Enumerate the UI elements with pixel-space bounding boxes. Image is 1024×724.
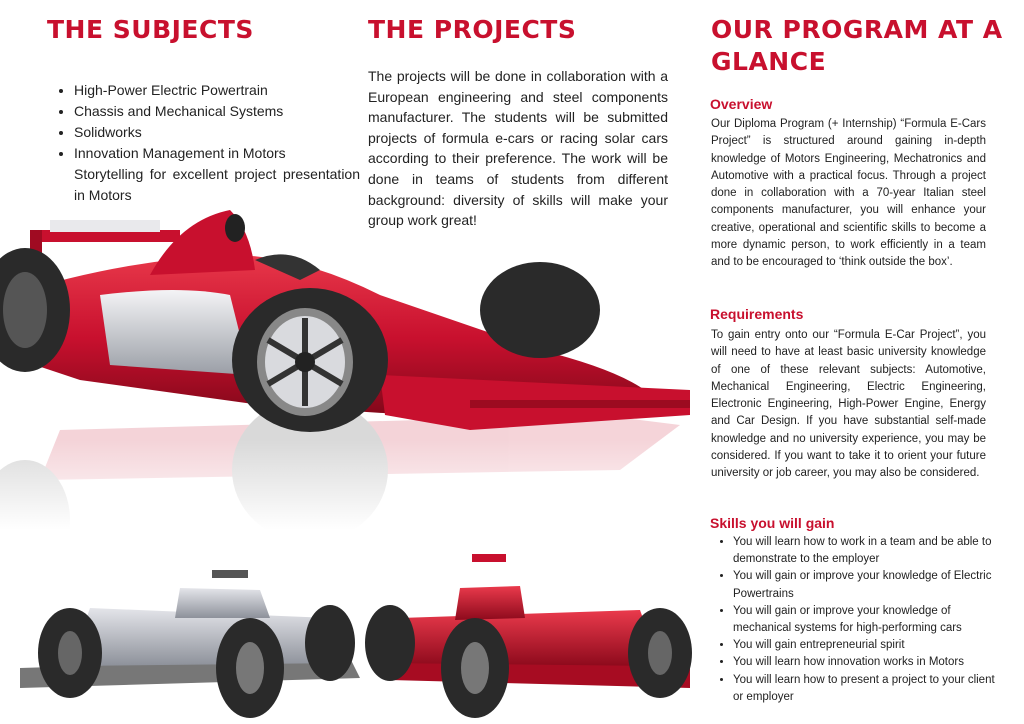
list-item: • You will learn how to present a project to your client or employer bbox=[733, 672, 1008, 706]
list-item: • Innovation Management in Motors bbox=[74, 143, 360, 164]
subjects-list bbox=[56, 80, 360, 206]
skills-title: Skills you will gain bbox=[710, 515, 835, 531]
projects-heading: THE PROJECTS bbox=[368, 15, 577, 44]
list-item: • You will gain or improve your knowledge of mechanical systems for high-performing cars bbox=[733, 603, 1008, 637]
list-item: • Chassis and Mechanical Systems bbox=[74, 101, 360, 122]
list-item: Storytelling for excellent project presentation in Motors bbox=[74, 166, 360, 203]
list-item: • High-Power Electric Powertrain bbox=[74, 80, 360, 101]
list-item: • You will gain or improve your knowledge of Electric Powertrains bbox=[733, 568, 1008, 602]
program-heading: OUR PROGRAM AT A GLANCE bbox=[711, 15, 1003, 76]
red-car bbox=[365, 554, 692, 718]
list-item: • You will gain entrepreneurial spirit bbox=[733, 637, 1008, 654]
two-racing-cars-image bbox=[0, 548, 700, 724]
projects-description: The projects will be done in collaboration with a European engineering and steel components manufacturer. The students will be submitted projects of formula e-cars or racing solar cars according to their preference. The work will be done in teams of students from different background: diversity of skills will make your group work great! bbox=[368, 68, 668, 229]
skills-list bbox=[715, 534, 1008, 706]
silver-car bbox=[20, 570, 360, 718]
list-item: • Solidworks bbox=[74, 122, 360, 143]
red-racing-car-image bbox=[0, 200, 700, 530]
subjects-heading: THE SUBJECTS bbox=[47, 15, 254, 44]
overview-title: Overview bbox=[710, 96, 773, 112]
requirements-text: To gain entry onto our “Formula E-Car Project”, you will need to have at least basic university knowledge of one of these relevant subjects: Automotive, Mechanical Engineering, Electric Engineering, Electronic Engineering, High-Power Engine, Energy and Car Design. If you have substantial self-made knowledge and no university experience, you may be considered. If you want to take it to orient your future university or job career, you may also be considered. bbox=[711, 329, 986, 480]
overview-text: Our Diploma Program (+ Internship) “Formula E-Cars Project” is structured around gaining in-depth knowledge of Motors Engineering, Mechatronics and Automotive with a practical focus. Through a project done in collaboration with a 70-year Italian steel components manufacturer, you will enhance your creative, operational and scientific skills to become a more dynamic person, to work efficiently in a team and to be encouraged to ‘think outside the box’. bbox=[711, 118, 986, 269]
requirements-title: Requirements bbox=[710, 306, 804, 322]
list-item: • You will learn how innovation works in Motors bbox=[733, 654, 1008, 671]
list-item: • You will learn how to work in a team and be able to demonstrate to the employer bbox=[733, 534, 1008, 568]
